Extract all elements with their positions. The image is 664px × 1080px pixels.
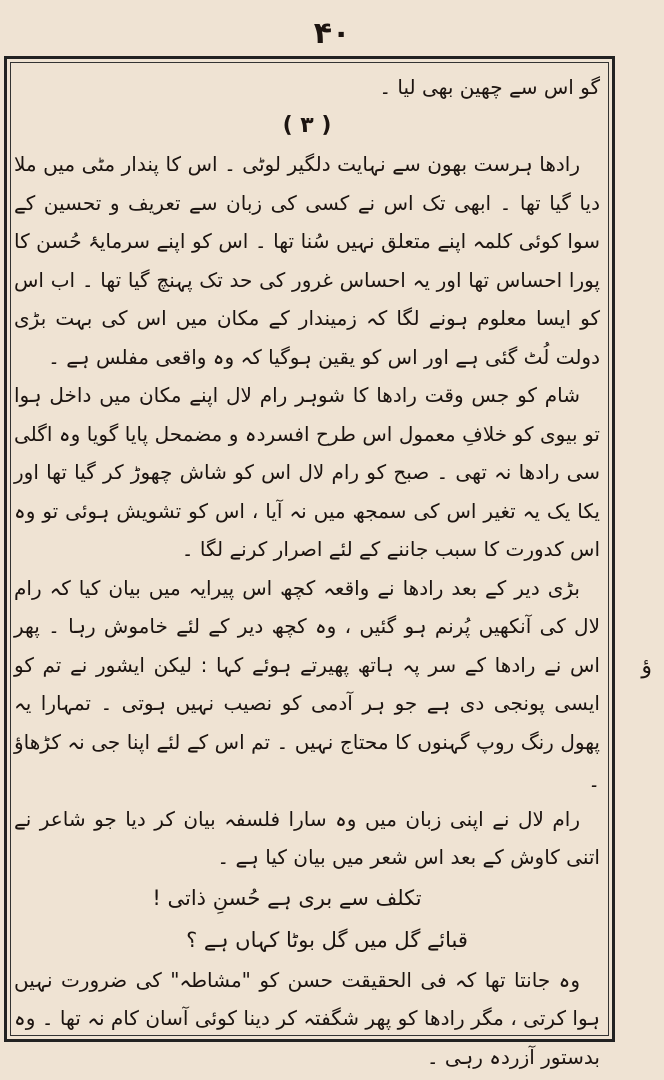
section-heading: ( ۳ ) bbox=[282, 112, 332, 138]
paragraph-1: رادھا ہرست بھون سے نہایت دلگیر لوٹی ۔ اس کا پندار مٹی میں ملا دیا گیا تھا ۔ ابھی تک اس نے کسی کی زبان سے تعریف و تحسین کے سوا کوئی کلمہ اپنے متعلق نہیں سُنا تھا ۔ اس کو اپنے سرمایۂ حُسن کا پورا احساس تھا اور یہ احساس غرور کی حد تک پہنچ گیا تھا ۔ اب اس کو ایسا معلوم ہونے لگا کہ زمیندار کے مکان میں اس کی بہت بڑی دولت لُٹ گئی ہے اور اس کو یقین ہوگیا کہ وہ واقعی مفلس ہے ۔ bbox=[14, 152, 600, 369]
margin-edge-mark: ؤ bbox=[641, 654, 652, 679]
paragraph-4: رام لال نے اپنی زبان میں وہ سارا فلسفہ بیان کر دیا جو شاعر نے اتنی کاوش کے بعد اس شعر میں بیان کیا ہے ۔ bbox=[14, 806, 600, 869]
closing-paragraph: وہ جانتا تھا کہ فی الحقیقت حسن کو "مشاطہ" کی ضرورت نہیں ہوا کرتی ، مگر رادھا کو پھر شگفتہ کر دینا کوئی آسان کام نہ تھا ۔ وہ بدستور آزردہ رہی ۔ bbox=[14, 967, 600, 1069]
verse-line-2: قبائے گل میں گل بوٹا کہاں ہے ؟ bbox=[186, 927, 468, 952]
opening-line: گو اس سے چھین بھی لیا ۔ bbox=[379, 75, 600, 99]
page-number: ۴۰ bbox=[313, 16, 351, 51]
paragraph-2: شام کو جس وقت رادھا کا شوہر رام لال اپنے مکان میں داخل ہوا تو بیوی کو خلافِ معمول اس طرح افسردہ و مضمحل پایا گویا وہ اگلی سی رادھا نہ تھی ۔ صبح کو رام لال اس کو شاش چھوڑ کر گیا تھا اور یکا یک یہ تغیر اس کی سمجھ میں نہ آیا ، اس کو تشویش ہوئی تو وہ اس کدورت کا سبب جاننے کے لئے اصرار کرنے لگا ۔ bbox=[14, 383, 600, 561]
paragraph-3: بڑی دیر کے بعد رادھا نے واقعہ کچھ اس پیرایہ میں بیان کیا کہ رام لال کی آنکھیں پُرنم ہو گئیں ، وہ کچھ دیر کے لئے خاموش رہا ۔ پھر اس نے رادھا کے سر پہ ہاتھ پھیرتے ہوئے کہا : لیکن ایشور نے تم کو ایسی پونجی دی ہے جو ہر آدمی کو نصیب نہیں ہوتی ۔ تمہارا یہ پھول رنگ روپ گہنوں کا محتاج نہیں ۔ تم اس کے لئے اپنا جی نہ کڑھاؤ ۔ bbox=[14, 575, 600, 792]
verse-line-1: تکلف سے بری ہے حُسنِ ذاتی ! bbox=[152, 885, 422, 910]
page-body bbox=[14, 68, 600, 1076]
verse bbox=[14, 877, 600, 961]
